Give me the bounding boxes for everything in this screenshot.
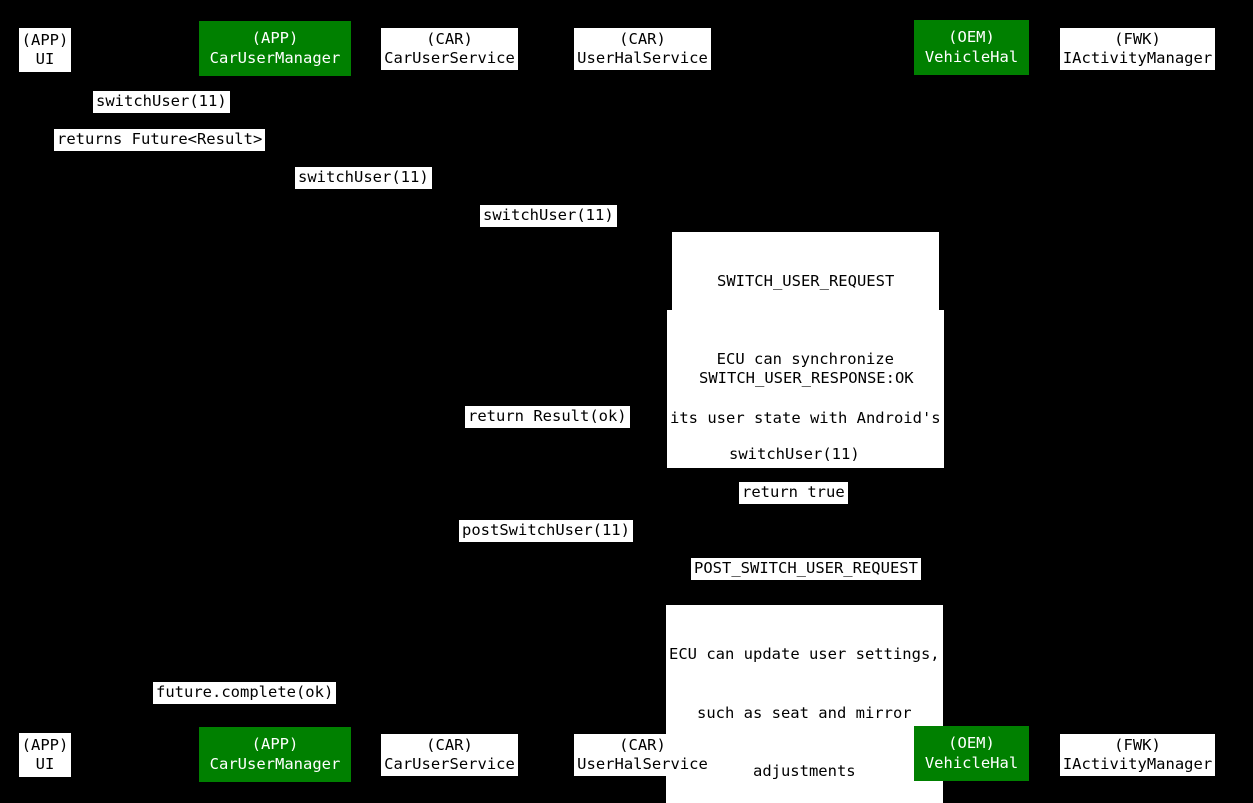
participant-group: (APP) [251,29,299,47]
participant-group: (APP) [251,735,299,753]
participant-vehiclehal-bottom [914,726,1029,781]
participant-group: (APP) [21,735,69,754]
participant-name: UserHalService [577,755,708,773]
participant-name: CarUserService [384,49,515,67]
participant-name: UserHalService [577,49,708,67]
participant-ui-top [19,28,71,72]
note-line: such as seat and mirror [696,703,912,722]
message-returns-future: returns Future<Result> [54,129,265,151]
note-line: adjustments [752,762,856,780]
message-post-switch-user-request: POST_SWITCH_USER_REQUEST [691,558,921,580]
note-line: ECU can update user settings, [669,645,940,663]
participant-name: UI [35,50,55,68]
participant-iactivitymanager-bottom [1060,734,1215,776]
participant-carusermanager-top [199,21,351,76]
participant-name: VehicleHal [924,47,1019,66]
note-line: its user state with Android's [670,408,941,427]
message-future-complete: future.complete(ok) [153,682,336,704]
participant-group: (CAR) [619,29,666,48]
message-return-true: return true [739,482,848,504]
participant-group: (OEM) [948,28,995,46]
participant-name: UI [35,755,55,773]
participant-caruserservice-top [381,28,518,70]
note-line: ECU can synchronize [716,350,894,368]
message-switch-user-response: SWITCH_USER_RESPONSE:OK [696,368,917,390]
participant-caruserservice-bottom [381,734,518,776]
participant-name: IActivityManager [1062,49,1213,67]
participant-vehiclehal-top [914,20,1029,75]
participant-group: (FWK) [1114,735,1161,754]
participant-group: (CAR) [619,735,666,754]
message-switchuser-2: switchUser(11) [295,167,432,189]
message-switchuser-4: switchUser(11) [726,444,863,466]
message-switchuser-1: switchUser(11) [93,91,230,113]
participant-name: CarUserService [384,755,515,773]
participant-carusermanager-bottom [199,727,351,782]
participant-userhalservice-bottom [574,734,711,776]
message-switchuser-3: switchUser(11) [480,205,617,227]
participant-name: CarUserManager [209,754,341,773]
message-line: SWITCH_USER_REQUEST [716,272,895,290]
participant-group: (FWK) [1114,29,1161,48]
participant-group: (CAR) [426,29,473,48]
participant-group: (OEM) [948,734,995,752]
participant-group: (CAR) [426,735,473,754]
participant-name: IActivityManager [1062,755,1213,773]
participant-group: (APP) [21,30,69,49]
participant-userhalservice-top [574,28,711,70]
message-postswitchuser: postSwitchUser(11) [459,520,633,542]
participant-name: VehicleHal [924,753,1019,772]
participant-ui-bottom [19,733,71,777]
participant-iactivitymanager-top [1060,28,1215,70]
message-return-result: return Result(ok) [465,406,630,428]
participant-name: CarUserManager [209,48,341,67]
